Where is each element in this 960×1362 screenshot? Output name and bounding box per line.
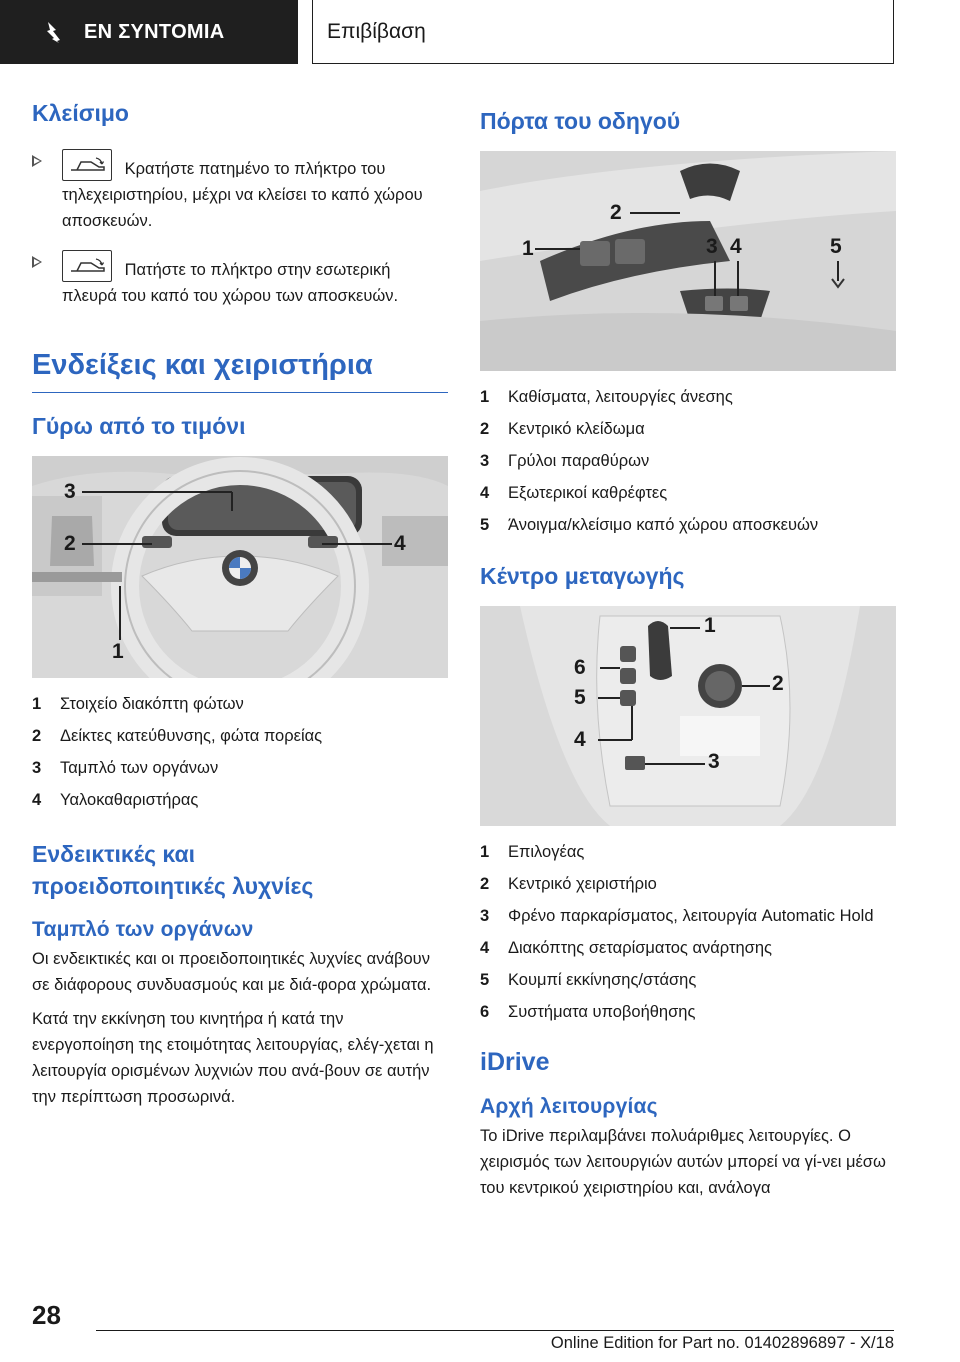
triangle-bullet-icon [32, 155, 42, 167]
figure-label: 5 [830, 235, 842, 258]
steering-heading: Γύρω από το τιμόνι [32, 413, 246, 439]
center-console-illustration [480, 606, 896, 826]
principle-heading: Αρχή λειτουργίας [480, 1095, 658, 1118]
list-item: 6 Συστήματα υποβοήθησης [480, 1003, 696, 1021]
list-item: 3 Φρένο παρκαρίσματος, λειτουργία Automatic Hold [480, 907, 874, 925]
left-column [32, 96, 448, 1110]
indicator-heading: Ενδεικτικές και προειδοποιητικές λυχνίες [32, 841, 314, 899]
figure-label: 6 [574, 656, 586, 679]
heading-divider [32, 392, 448, 393]
triangle-bullet-icon [32, 256, 42, 268]
door-panel-illustration [480, 151, 896, 371]
steering-wheel-illustration [32, 456, 448, 678]
console-legend [480, 836, 896, 1028]
list-item: 2 Κεντρικό κλείδωμα [480, 420, 645, 438]
cluster-paragraph: Κατά την εκκίνηση του κινητήρα ή κατά την ενεργοποίηση της ετοιμότητας λειτουργίας, ελέγ-χεται η λειτουργία ορισμένων λυχνιών που ανά-βουν σε αυτήν την περίπτωση προσωρινά. [32, 1010, 434, 1106]
bullet-item [32, 149, 448, 234]
bullet-text: Κρατήστε πατημένο το πλήκτρο του τηλεχειριστηρίου, μέχρι να κλείσει το καπό χώρου αποσκευών. [62, 160, 423, 230]
figure-label: 3 [708, 750, 720, 773]
cluster-heading: Ταμπλό των οργάνων [32, 918, 254, 941]
list-item: 4 Υαλοκαθαριστήρας [32, 791, 199, 809]
edition-footer: Online Edition for Part no. 01402896897 - X/18 [550, 1334, 894, 1352]
cluster-paragraph: Οι ενδεικτικές και οι προειδοποιητικές λυχνίες ανάβουν σε διάφορους συνδυασμούς και με διά-φορα χρώματα. [32, 950, 432, 994]
door-figure [480, 151, 896, 371]
list-item: 4 Διακόπτης σεταρίσματος ανάρτησης [480, 939, 772, 957]
door-legend [480, 381, 896, 541]
console-figure [480, 606, 896, 826]
list-item: 1 Καθίσματα, λειτουργίες άνεσης [480, 388, 733, 406]
quick-start-label: ΕΝ ΣΥΝΤΟΜΙΑ [84, 20, 225, 43]
section-label: Επιβίβαση [327, 19, 426, 43]
figure-label: 4 [730, 235, 742, 258]
figure-label: 3 [64, 480, 76, 503]
steering-legend [32, 688, 448, 816]
list-item: 5 Άνοιγμα/κλείσιμο καπό χώρου αποσκευών [480, 516, 819, 534]
console-heading: Κέντρο μεταγωγής [480, 563, 685, 589]
list-item: 4 Εξωτερικοί καθρέφτες [480, 484, 668, 502]
main-heading: Ενδείξεις και χειριστήρια [32, 349, 373, 381]
list-item: 3 Γρύλοι παραθύρων [480, 452, 650, 470]
figure-label: 1 [112, 640, 124, 663]
figure-label: 1 [704, 614, 716, 637]
list-item: 1 Επιλογέας [480, 843, 585, 861]
bullet-item [32, 250, 448, 309]
right-column [480, 96, 896, 1201]
list-item: 1 Στοιχείο διακόπτη φώτων [32, 695, 244, 713]
figure-label: 4 [394, 532, 406, 555]
footer-divider [96, 1330, 894, 1331]
figure-label: 2 [610, 201, 622, 224]
list-item: 5 Κουμπί εκκίνησης/στάσης [480, 971, 697, 989]
figure-label: 2 [64, 532, 76, 555]
list-item: 2 Κεντρικό χειριστήριο [480, 875, 657, 893]
quick-start-tab[interactable] [0, 0, 298, 64]
list-item: 2 Δείκτες κατεύθυνσης, φώτα πορείας [32, 727, 323, 745]
idrive-heading: iDrive [480, 1048, 550, 1076]
trunk-button-icon [62, 250, 112, 282]
page-header [0, 0, 960, 66]
page-number: 28 [32, 1300, 61, 1330]
figure-label: 4 [574, 728, 586, 751]
closing-heading: Κλείσιμο [32, 100, 129, 126]
door-heading: Πόρτα του οδηγού [480, 108, 681, 134]
section-tab[interactable] [312, 0, 894, 64]
figure-label: 2 [772, 672, 784, 695]
steering-wheel-figure [32, 456, 448, 678]
principle-paragraph: Το iDrive περιλαμβάνει πολυάριθμες λειτουργίες. Ο χειρισμός των λειτουργιών αυτών μπορεί να γί-νει μέσω του κεντρικού χειριστηρίου και, ανάλογα [480, 1127, 886, 1197]
figure-label: 3 [706, 235, 718, 258]
figure-label: 5 [574, 686, 586, 709]
trunk-button-icon [62, 149, 112, 181]
flash-icon [44, 20, 62, 44]
list-item: 3 Ταμπλό των οργάνων [32, 759, 219, 777]
bullet-text: Πατήστε το πλήκτρο στην εσωτερική πλευρά του καπό του χώρου των αποσκευών. [62, 261, 399, 305]
figure-label: 1 [522, 237, 534, 260]
